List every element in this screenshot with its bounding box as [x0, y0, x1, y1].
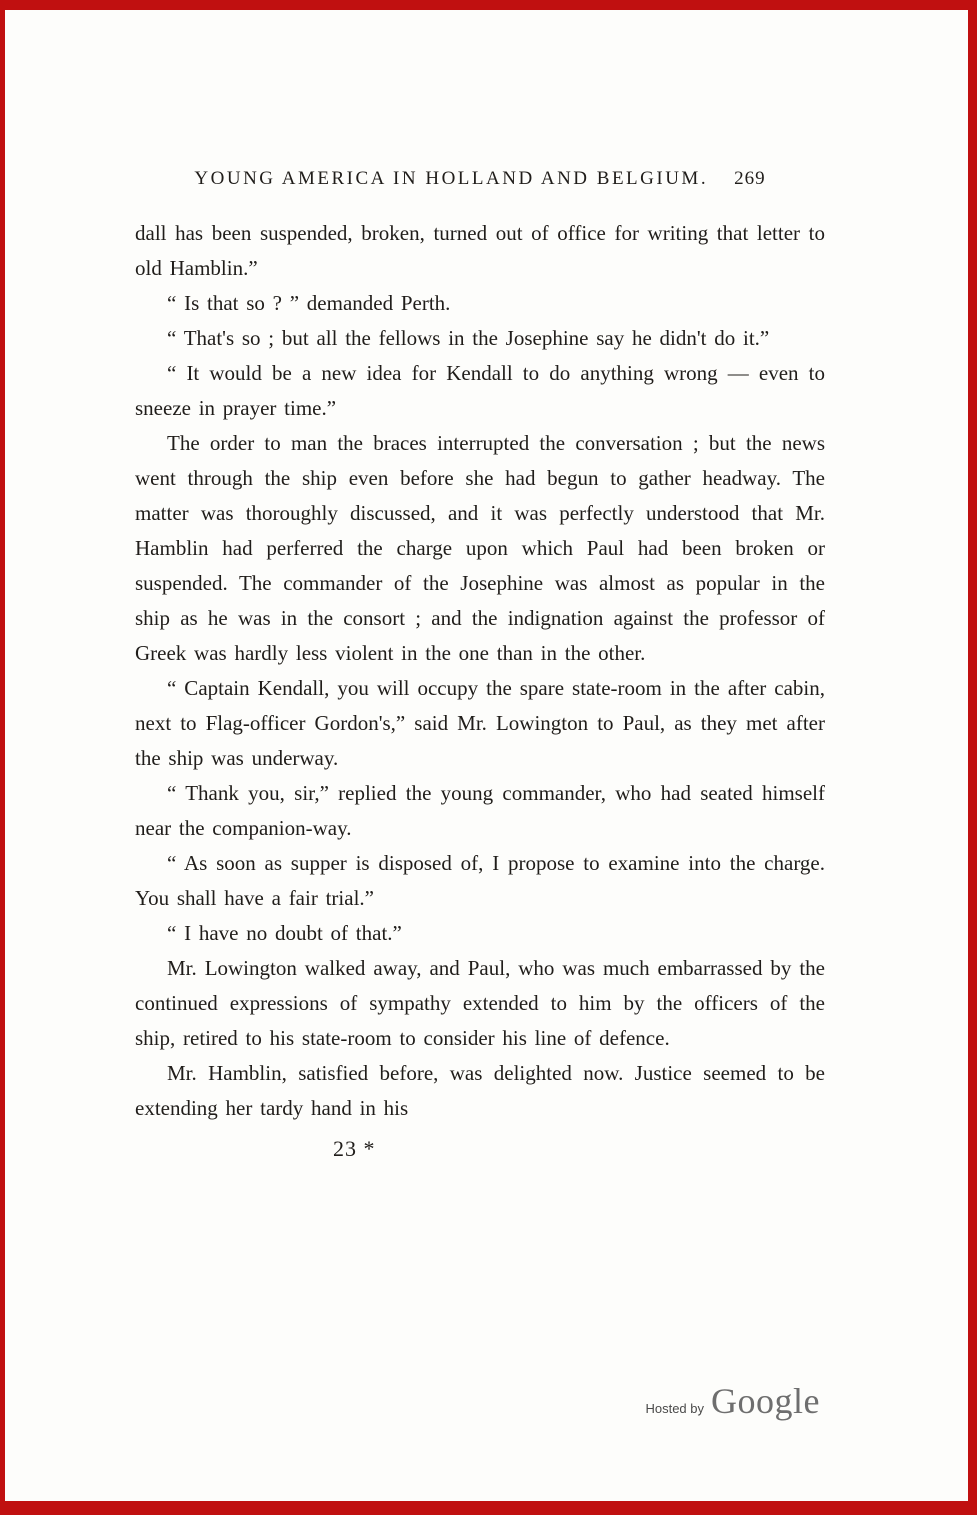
body-text	[135, 216, 825, 1126]
footer-signature: 23 *	[333, 1136, 376, 1161]
header-page-number: 269	[734, 168, 766, 189]
paragraph: “ Thank you, sir,” replied the young commander, who had seated himself near the companion-way.	[135, 781, 825, 840]
scan-edge-top	[0, 0, 977, 10]
header-title: YOUNG AMERICA IN HOLLAND AND BELGIUM.	[194, 168, 709, 189]
paragraph: Mr. Lowington walked away, and Paul, who was much embarrassed by the continued expressions of sympathy extended to him by the officers of the ship, retired to his state-room to consider his line of defence.	[135, 956, 825, 1050]
paragraph: “ Is that so ? ” demanded Perth.	[167, 291, 451, 315]
paragraph: “ It would be a new idea for Kendall to do anything wrong — even to sneeze in prayer time.”	[135, 361, 825, 420]
page-content	[135, 168, 825, 1162]
paragraph: “ I have no doubt of that.”	[167, 921, 402, 945]
paragraph: Mr. Hamblin, satisfied before, was delighted now. Justice seemed to be extending her tardy hand in his	[135, 1061, 825, 1120]
hosted-by-label: Hosted by	[645, 1401, 705, 1416]
paragraph: dall has been suspended, broken, turned out of office for writing that letter to old Hamblin.”	[135, 221, 825, 280]
scan-edge-bottom	[0, 1501, 977, 1515]
running-header	[135, 168, 825, 190]
google-logo: Google	[711, 1381, 820, 1421]
scan-edge-right	[968, 0, 977, 1515]
google-watermark	[645, 1380, 820, 1422]
paragraph: The order to man the braces interrupted the conversation ; but the news went through the ship even before she had begun to gather headway. The matter was thoroughly discussed, and it was perfectly understood that Mr. Hamblin had perferred the charge upon which Paul had been broken or suspended. The commander of the Josephine was almost as popular in the ship as he was in the consort ; and the indignation against the professor of Greek was hardly less violent in the one than in the other.	[135, 431, 825, 665]
paragraph: “ That's so ; but all the fellows in the Josephine say he didn't do it.”	[167, 326, 770, 350]
paragraph: “ As soon as supper is disposed of, I propose to examine into the charge. You shall have a fair trial.”	[135, 851, 825, 910]
paragraph: “ Captain Kendall, you will occupy the spare state-room in the after cabin, next to Flag-officer Gordon's,” said Mr. Lowington to Paul, as they met after the ship was underway.	[135, 676, 825, 770]
scan-edge-left	[0, 0, 5, 1515]
